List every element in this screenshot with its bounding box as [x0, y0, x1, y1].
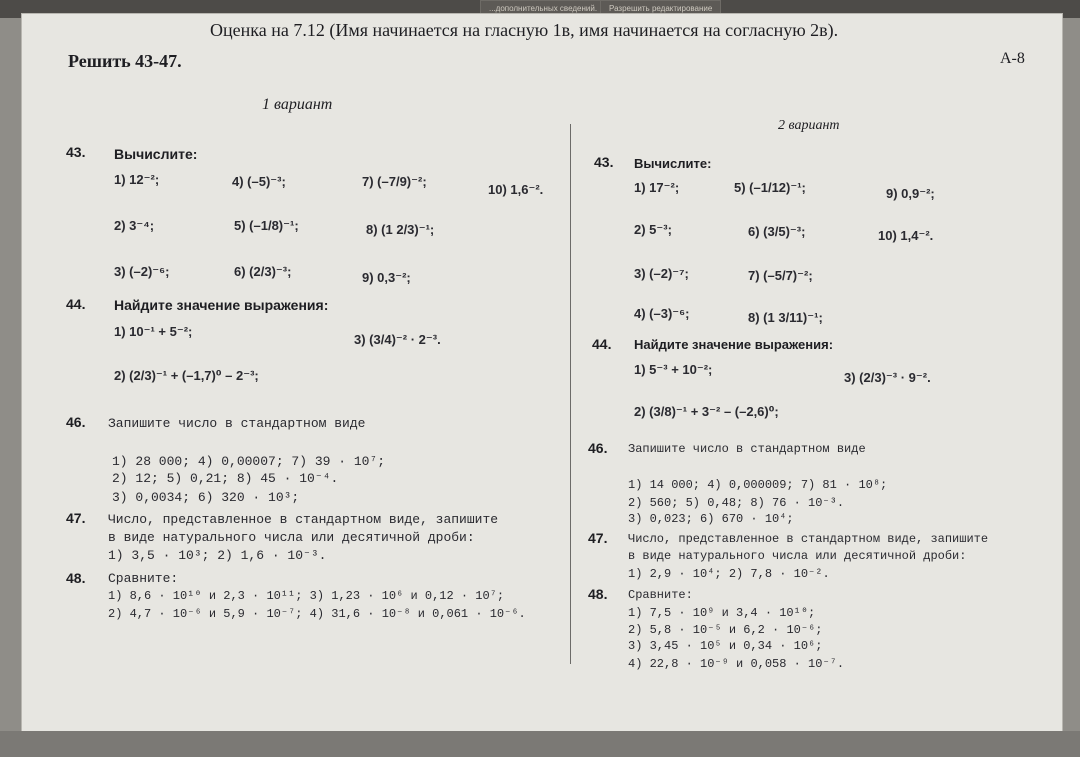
v2-48-row-1: 1) 7,5 · 10⁹ и 3,4 · 10¹⁰; — [628, 606, 816, 620]
v2-46-row-2: 2) 560; 5) 0,48; 8) 76 · 10⁻³. — [628, 496, 845, 510]
v1-43-item-4: 4) (–5)⁻³; — [232, 174, 286, 189]
desk-surface — [0, 731, 1080, 757]
v1-43-item-6: 6) (2/3)⁻³; — [234, 264, 292, 279]
v1-47-line-1: Число, представленное в стандартном виде, запишите — [108, 512, 499, 527]
page-title: Оценка на 7.12 (Имя начинается на гласную 1в, имя начинается на согласную 2в). — [210, 20, 839, 40]
v2-43-item-5: 5) (–1/12)⁻¹; — [734, 180, 806, 195]
task-46-title-v2: Запишите число в стандартном виде — [628, 442, 866, 456]
task-44-title: Найдите значение выражения: — [114, 297, 329, 313]
v1-46-row-2: 2) 12; 5) 0,21; 8) 45 · 10⁻⁴. — [112, 471, 339, 486]
v2-48-row-3: 3) 3,45 · 10⁵ и 0,34 · 10⁶; — [628, 639, 823, 653]
task-48-number-v2: 48. — [588, 586, 608, 602]
task-44-number: 44. — [66, 296, 86, 312]
v1-48-row-2: 2) 4,7 · 10⁻⁶ и 5,9 · 10⁻⁷; 4) 31,6 · 10⁻⁸ и 0,061 · 10⁻⁶. — [108, 607, 526, 621]
v2-43-item-3: 3) (–2)⁻⁷; — [634, 266, 689, 281]
v1-43-item-10: 10) 1,6⁻². — [488, 182, 544, 197]
v2-44-item-3: 3) (2/3)⁻³ · 9⁻². — [844, 370, 931, 385]
v2-46-row-1: 1) 14 000; 4) 0,000009; 7) 81 · 10⁸; — [628, 478, 888, 492]
v2-48-row-2: 2) 5,8 · 10⁻⁵ и 6,2 · 10⁻⁶; — [628, 623, 823, 637]
v2-43-item-1: 1) 17⁻²; — [634, 180, 680, 195]
enable-editing-button[interactable]: Разрешить редактирование — [600, 0, 721, 16]
task-46-number: 46. — [66, 414, 86, 430]
v1-48-row-1: 1) 8,6 · 10¹⁰ и 2,3 · 10¹¹; 3) 1,23 · 10⁶ и 0,12 · 10⁷; — [108, 589, 505, 603]
v1-43-item-1: 1) 12⁻²; — [114, 172, 160, 187]
task-48-title: Сравните: — [108, 571, 179, 586]
v2-47-line-2: в виде натурального числа или десятичной дроби: — [628, 549, 967, 563]
task-47-number: 47. — [66, 510, 86, 526]
variant-2-label: 2 вариант — [778, 118, 840, 133]
v1-44-item-2: 2) (2/3)⁻¹ + (–1,7)⁰ – 2⁻³; — [114, 368, 259, 383]
task-48-number: 48. — [66, 570, 86, 586]
v2-44-item-1: 1) 5⁻³ + 10⁻²; — [634, 362, 713, 377]
v2-47-line-3: 1) 2,9 · 10⁴; 2) 7,8 · 10⁻². — [628, 567, 830, 581]
v2-43-item-10: 10) 1,4⁻². — [878, 228, 934, 243]
task-48-title-v2: Сравните: — [628, 588, 693, 602]
task-47-number-v2: 47. — [588, 530, 608, 546]
worksheet-code: А-8 — [1000, 50, 1025, 67]
info-button[interactable]: ...дополнительных сведений. — [480, 0, 606, 16]
v2-43-item-7: 7) (–5/7)⁻²; — [748, 268, 813, 283]
solve-instruction: Решить 43-47. — [68, 51, 182, 71]
task-44-title-v2: Найдите значение выражения: — [634, 337, 834, 352]
v1-46-row-1: 1) 28 000; 4) 0,00007; 7) 39 · 10⁷; — [112, 454, 386, 469]
v2-43-item-9: 9) 0,9⁻²; — [886, 186, 935, 201]
column-divider — [570, 124, 571, 664]
v1-43-item-5: 5) (–1/8)⁻¹; — [234, 218, 299, 233]
variant-1-label: 1 вариант — [262, 96, 333, 113]
v1-43-item-8: 8) (1 2/3)⁻¹; — [366, 222, 435, 237]
task-43-title-v2: Вычислите: — [634, 156, 712, 171]
v1-47-line-2: в виде натурального числа или десятичной дроби: — [108, 530, 475, 545]
v2-43-item-2: 2) 5⁻³; — [634, 222, 672, 237]
task-43-number-v2: 43. — [594, 154, 614, 170]
v1-44-item-3: 3) (3/4)⁻² · 2⁻³. — [354, 332, 441, 347]
v1-43-item-3: 3) (–2)⁻⁶; — [114, 264, 170, 279]
v1-43-item-9: 9) 0,3⁻²; — [362, 270, 411, 285]
task-46-title: Запишите число в стандартном виде — [108, 416, 366, 431]
v2-43-item-8: 8) (1 3/11)⁻¹; — [748, 310, 823, 325]
v1-46-row-3: 3) 0,0034; 6) 320 · 10³; — [112, 490, 300, 505]
task-46-number-v2: 46. — [588, 440, 608, 456]
v1-44-item-1: 1) 10⁻¹ + 5⁻²; — [114, 324, 193, 339]
v2-43-item-6: 6) (3/5)⁻³; — [748, 224, 806, 239]
task-43-number: 43. — [66, 144, 86, 160]
v2-44-item-2: 2) (3/8)⁻¹ + 3⁻² – (–2,6)⁰; — [634, 404, 779, 419]
v2-43-item-4: 4) (–3)⁻⁶; — [634, 306, 690, 321]
v2-46-row-3: 3) 0,023; 6) 670 · 10⁴; — [628, 512, 794, 526]
task-44-number-v2: 44. — [592, 336, 612, 352]
v1-47-line-3: 1) 3,5 · 10³; 2) 1,6 · 10⁻³. — [108, 548, 327, 563]
v1-43-item-2: 2) 3⁻⁴; — [114, 218, 155, 233]
document-page — [22, 14, 1062, 732]
v2-47-line-1: Число, представленное в стандартном виде, запишите — [628, 532, 989, 546]
v2-48-row-4: 4) 22,8 · 10⁻⁹ и 0,058 · 10⁻⁷. — [628, 657, 845, 671]
task-43-title: Вычислите: — [114, 146, 198, 162]
v1-43-item-7: 7) (–7/9)⁻²; — [362, 174, 427, 189]
